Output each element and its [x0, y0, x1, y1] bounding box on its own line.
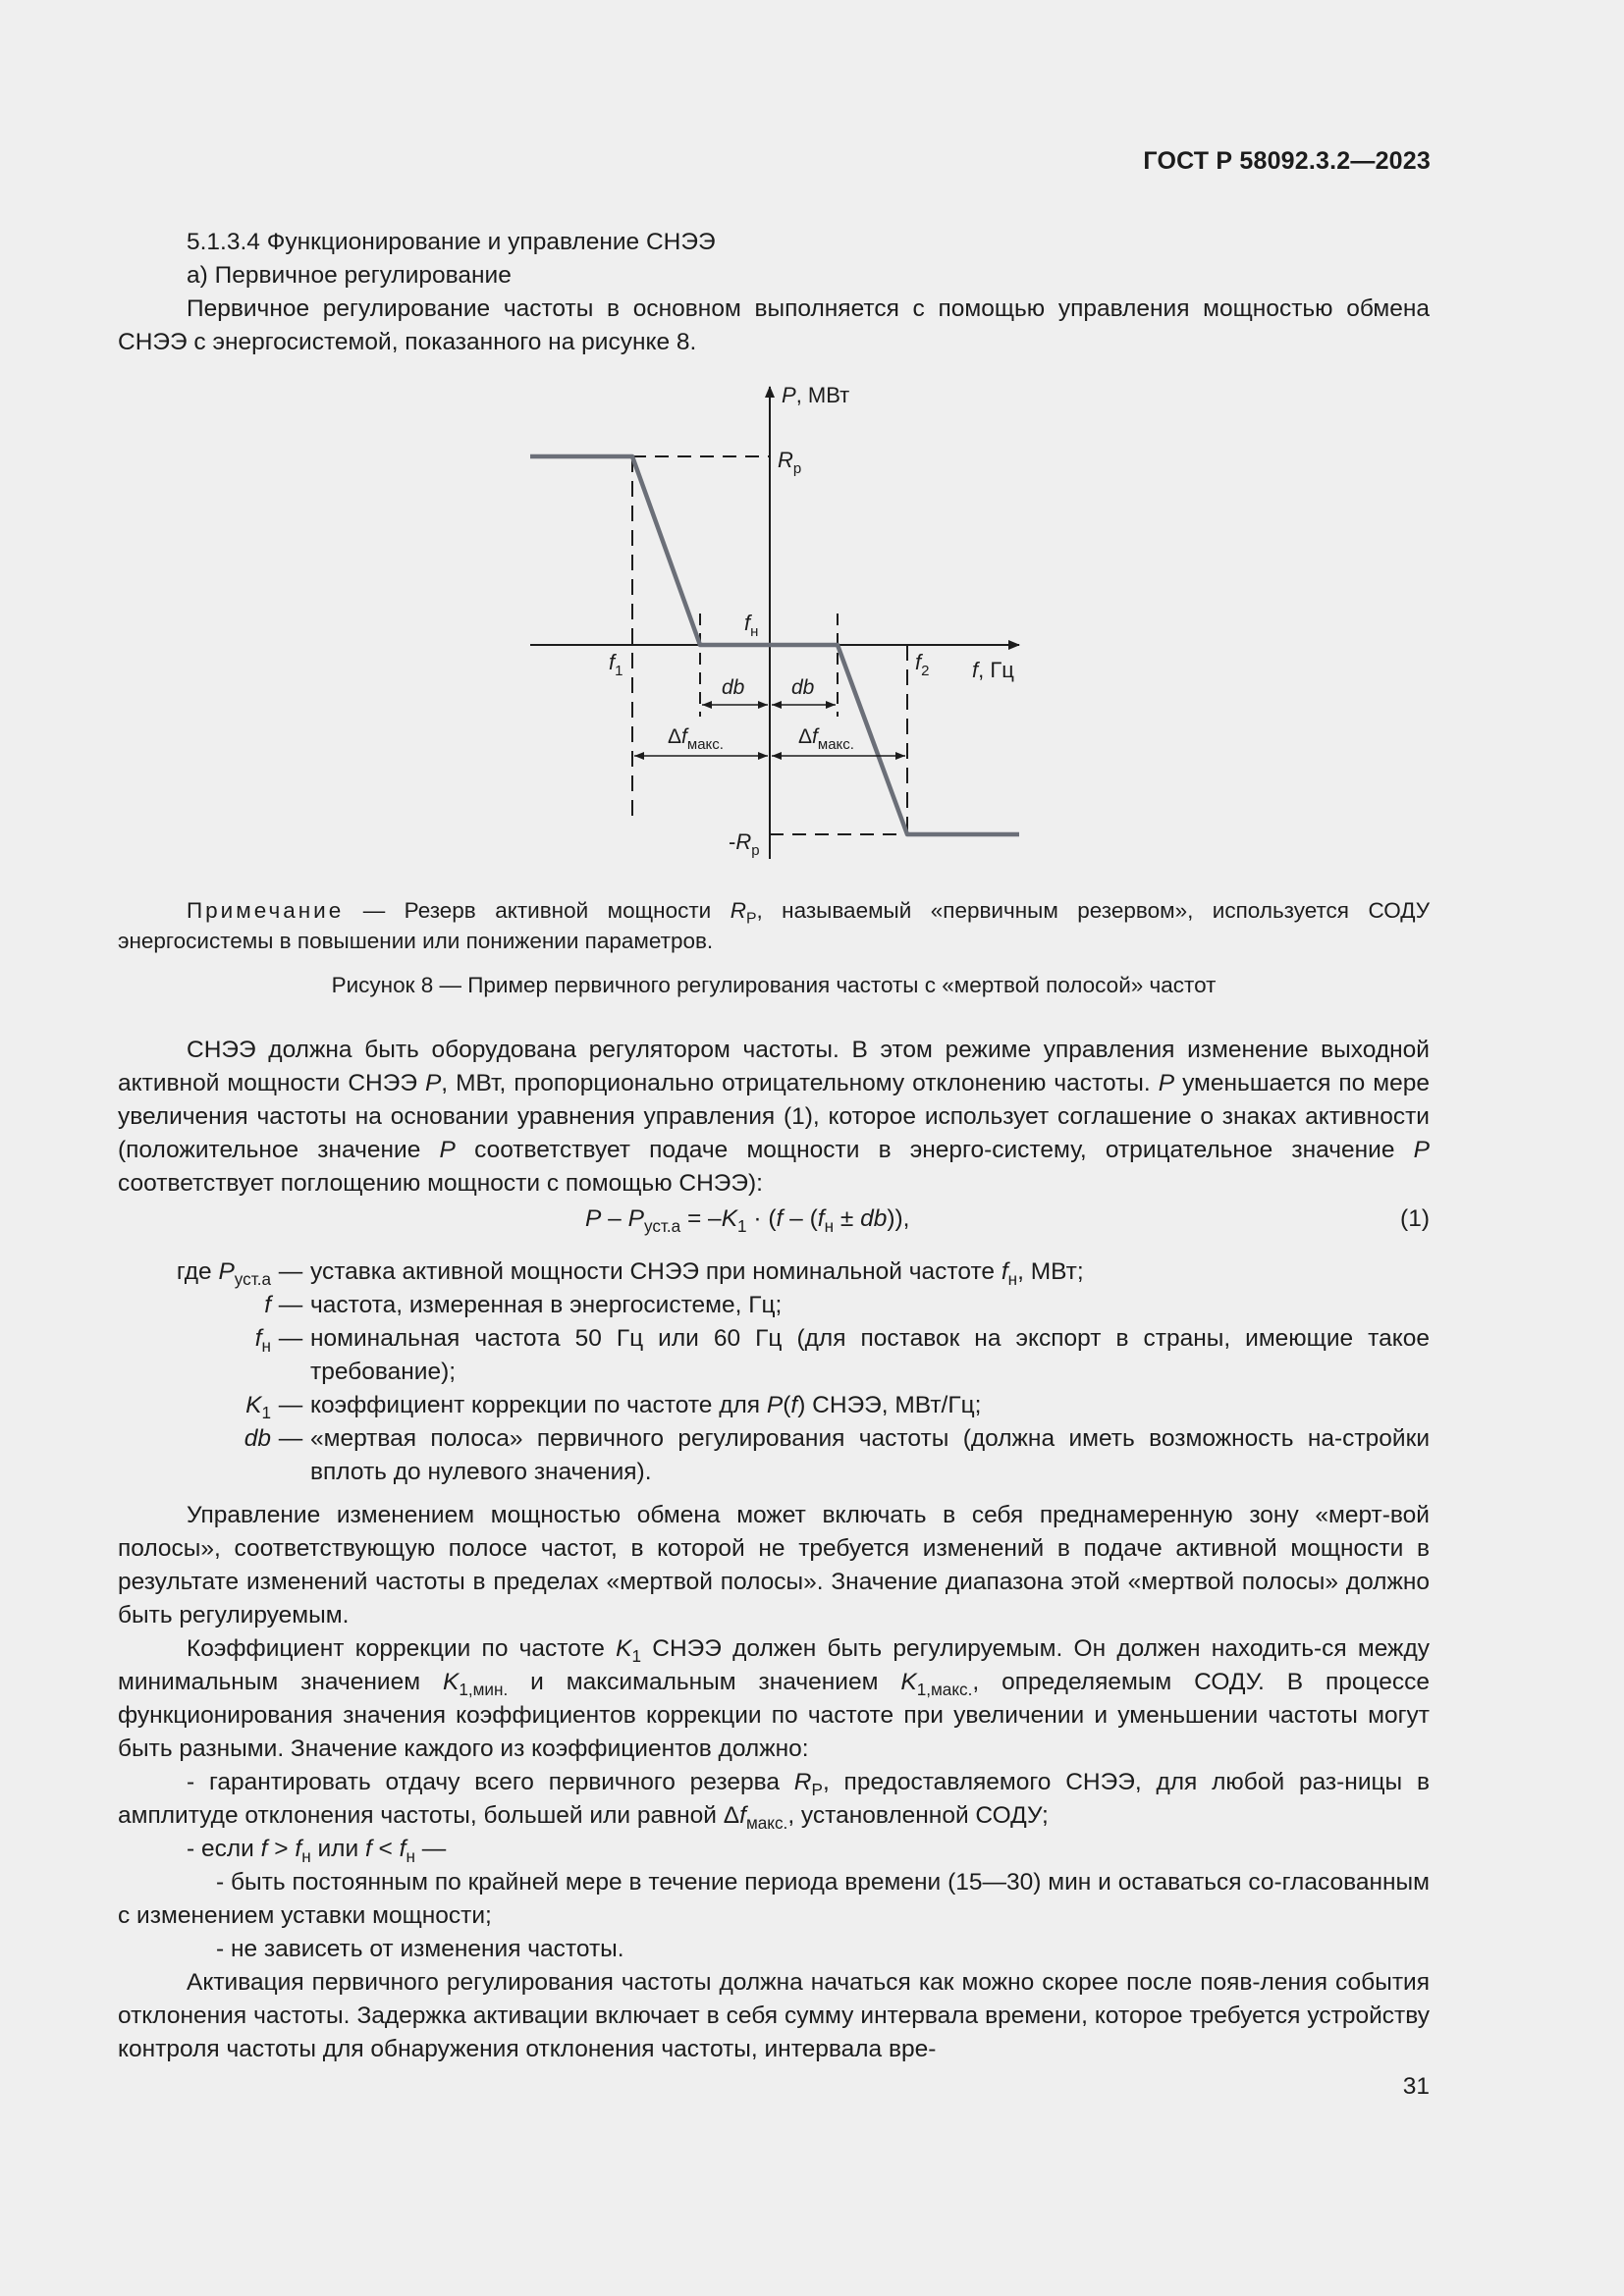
rp-top-label: $R_р$ — [778, 448, 802, 477]
paragraph-activation: Активация первичного регулирования частоты должна начаться как можно скорее после появ-ления события отклонения частоты. Задержка активации включает в себя сумму интервала времени, которое требуется устройству контроля частоты для обнаружения отклонения частоты, интервала вре- — [118, 1969, 1430, 2062]
paragraph-correction-coefficient: Коэффициент коррекции по частоте $K_1$ СНЭЭ должен быть регулируемым. Он должен находить-ся между минимальным значением $K_{1,мин.}$ и максимальным значением $K_{1,макс.}$, определяемым СОДУ. В процессе функционирования значения коэффициентов коррекции по частоте при увеличении и уменьшении частоты могут быть разными. Значение каждого из коэффициентов должно: — [118, 1635, 1430, 1762]
equation-number: (1) — [1400, 1205, 1430, 1232]
sub-bullet-independent: - не зависеть от изменения частоты. — [216, 1936, 624, 1962]
fn-label: $f_н$ — [744, 611, 759, 640]
sub-bullet-constant: - быть постоянным по крайней мере в течение периода времени (15—30) мин и оставаться со-гласованным с изменением уставки мощности; — [118, 1869, 1430, 1929]
section-subheading: а) Первичное регулирование — [187, 262, 512, 289]
dfmax-right-label: $\Delta f_{макс.}$ — [798, 725, 854, 753]
figure-note: Примечание — Резерв активной мощности $R_P$, называемый «первичным резервом», используется СОДУ энергосистемы в повышении или понижении параметров. — [118, 898, 1431, 953]
section-heading: 5.1.3.4 Функционирование и управление СНЭЭ — [187, 229, 716, 255]
definition-item: где $P_{уст.а}$ — уставка активной мощности СНЭЭ при номинальной частоте $f_н$, МВт; — [176, 1258, 1084, 1289]
page-number: 31 — [1402, 2073, 1430, 2100]
definition-item: f — частота, измеренная в энергосистеме, Гц; — [264, 1292, 783, 1318]
f2-label: $f_2$ — [915, 650, 930, 679]
figure-8-diagram — [511, 373, 1041, 874]
paragraph-dead-band: Управление изменением мощностью обмена может включать в себя преднамеренную зону «мерт-вой полосы», соответствующую полосе частот, в которой не требуется изменений в подаче активной мощности в результате изменений частоты в пределах «мертвой полосы». Значение диапазона этой «мертвой полосы» должно быть регулируемым. — [118, 1502, 1430, 1629]
figure-caption: Рисунок 8 — Пример первичного регулирования частоты с «мертвой полосой» частот — [331, 973, 1217, 997]
bullet-guarantee: - гарантировать отдачу всего первичного резерва $R_P$, предоставляемого СНЭЭ, для любой раз-ницы в амплитуде отклонения частоты, большей или равной $\Delta f_{макс.}$, установленной СОДУ; — [118, 1769, 1430, 1833]
rp-bottom-label: $-R_р$ — [729, 829, 760, 859]
definition-item: $K_1$ — коэффициент коррекции по частоте для P(f) СНЭЭ, МВт/Гц; — [245, 1392, 982, 1422]
dfmax-left-label: $\Delta f_{макс.}$ — [668, 725, 724, 753]
document-id: ГОСТ Р 58092.3.2—2023 — [1143, 147, 1431, 175]
db-left-label: db — [722, 676, 745, 699]
bullet-condition: - если $f > f_н$ или $f < f_н$ — — [187, 1836, 447, 1866]
f1-label: $f_1$ — [609, 650, 623, 679]
intro-paragraph: Первичное регулирование частоты в основном выполняется с помощью управления мощностью обмена СНЭЭ с энергосистемой, показанного на рисунке 8. — [118, 295, 1430, 355]
equation-formula: $P - P_{уст.а} = -K_1 \cdot (f - (f_н \pm db))$, — [585, 1205, 910, 1236]
db-right-label: db — [791, 676, 815, 699]
paragraph-regulator: СНЭЭ должна быть оборудована регулятором частоты. В этом режиме управления изменение выходной активной мощности СНЭЭ P, МВт, пропорционально отрицательному отклонению частоты. P уменьшается по мере увеличения частоты на основании уравнения управления (1), которое использует соглашение о знаках активности (положительное значение P соответствует подаче мощности в энерго-систему, отрицательное значение P соответствует поглощению мощности с помощью СНЭЭ): — [118, 1037, 1430, 1197]
definition-item: db — «мертвая полоса» первичного регулирования частоты (должна иметь возможность на-стройки вплоть до нулевого значения). — [244, 1425, 1430, 1485]
definitions-list — [118, 1255, 1430, 1489]
x-axis-label: f, Гц — [972, 658, 1014, 682]
y-axis-label: P, МВт — [782, 383, 850, 407]
definition-item: $f_н$ — номинальная частота 50 Гц или 60 Гц (для поставок на экспорт в страны, имеющие такое требование); — [254, 1325, 1430, 1385]
